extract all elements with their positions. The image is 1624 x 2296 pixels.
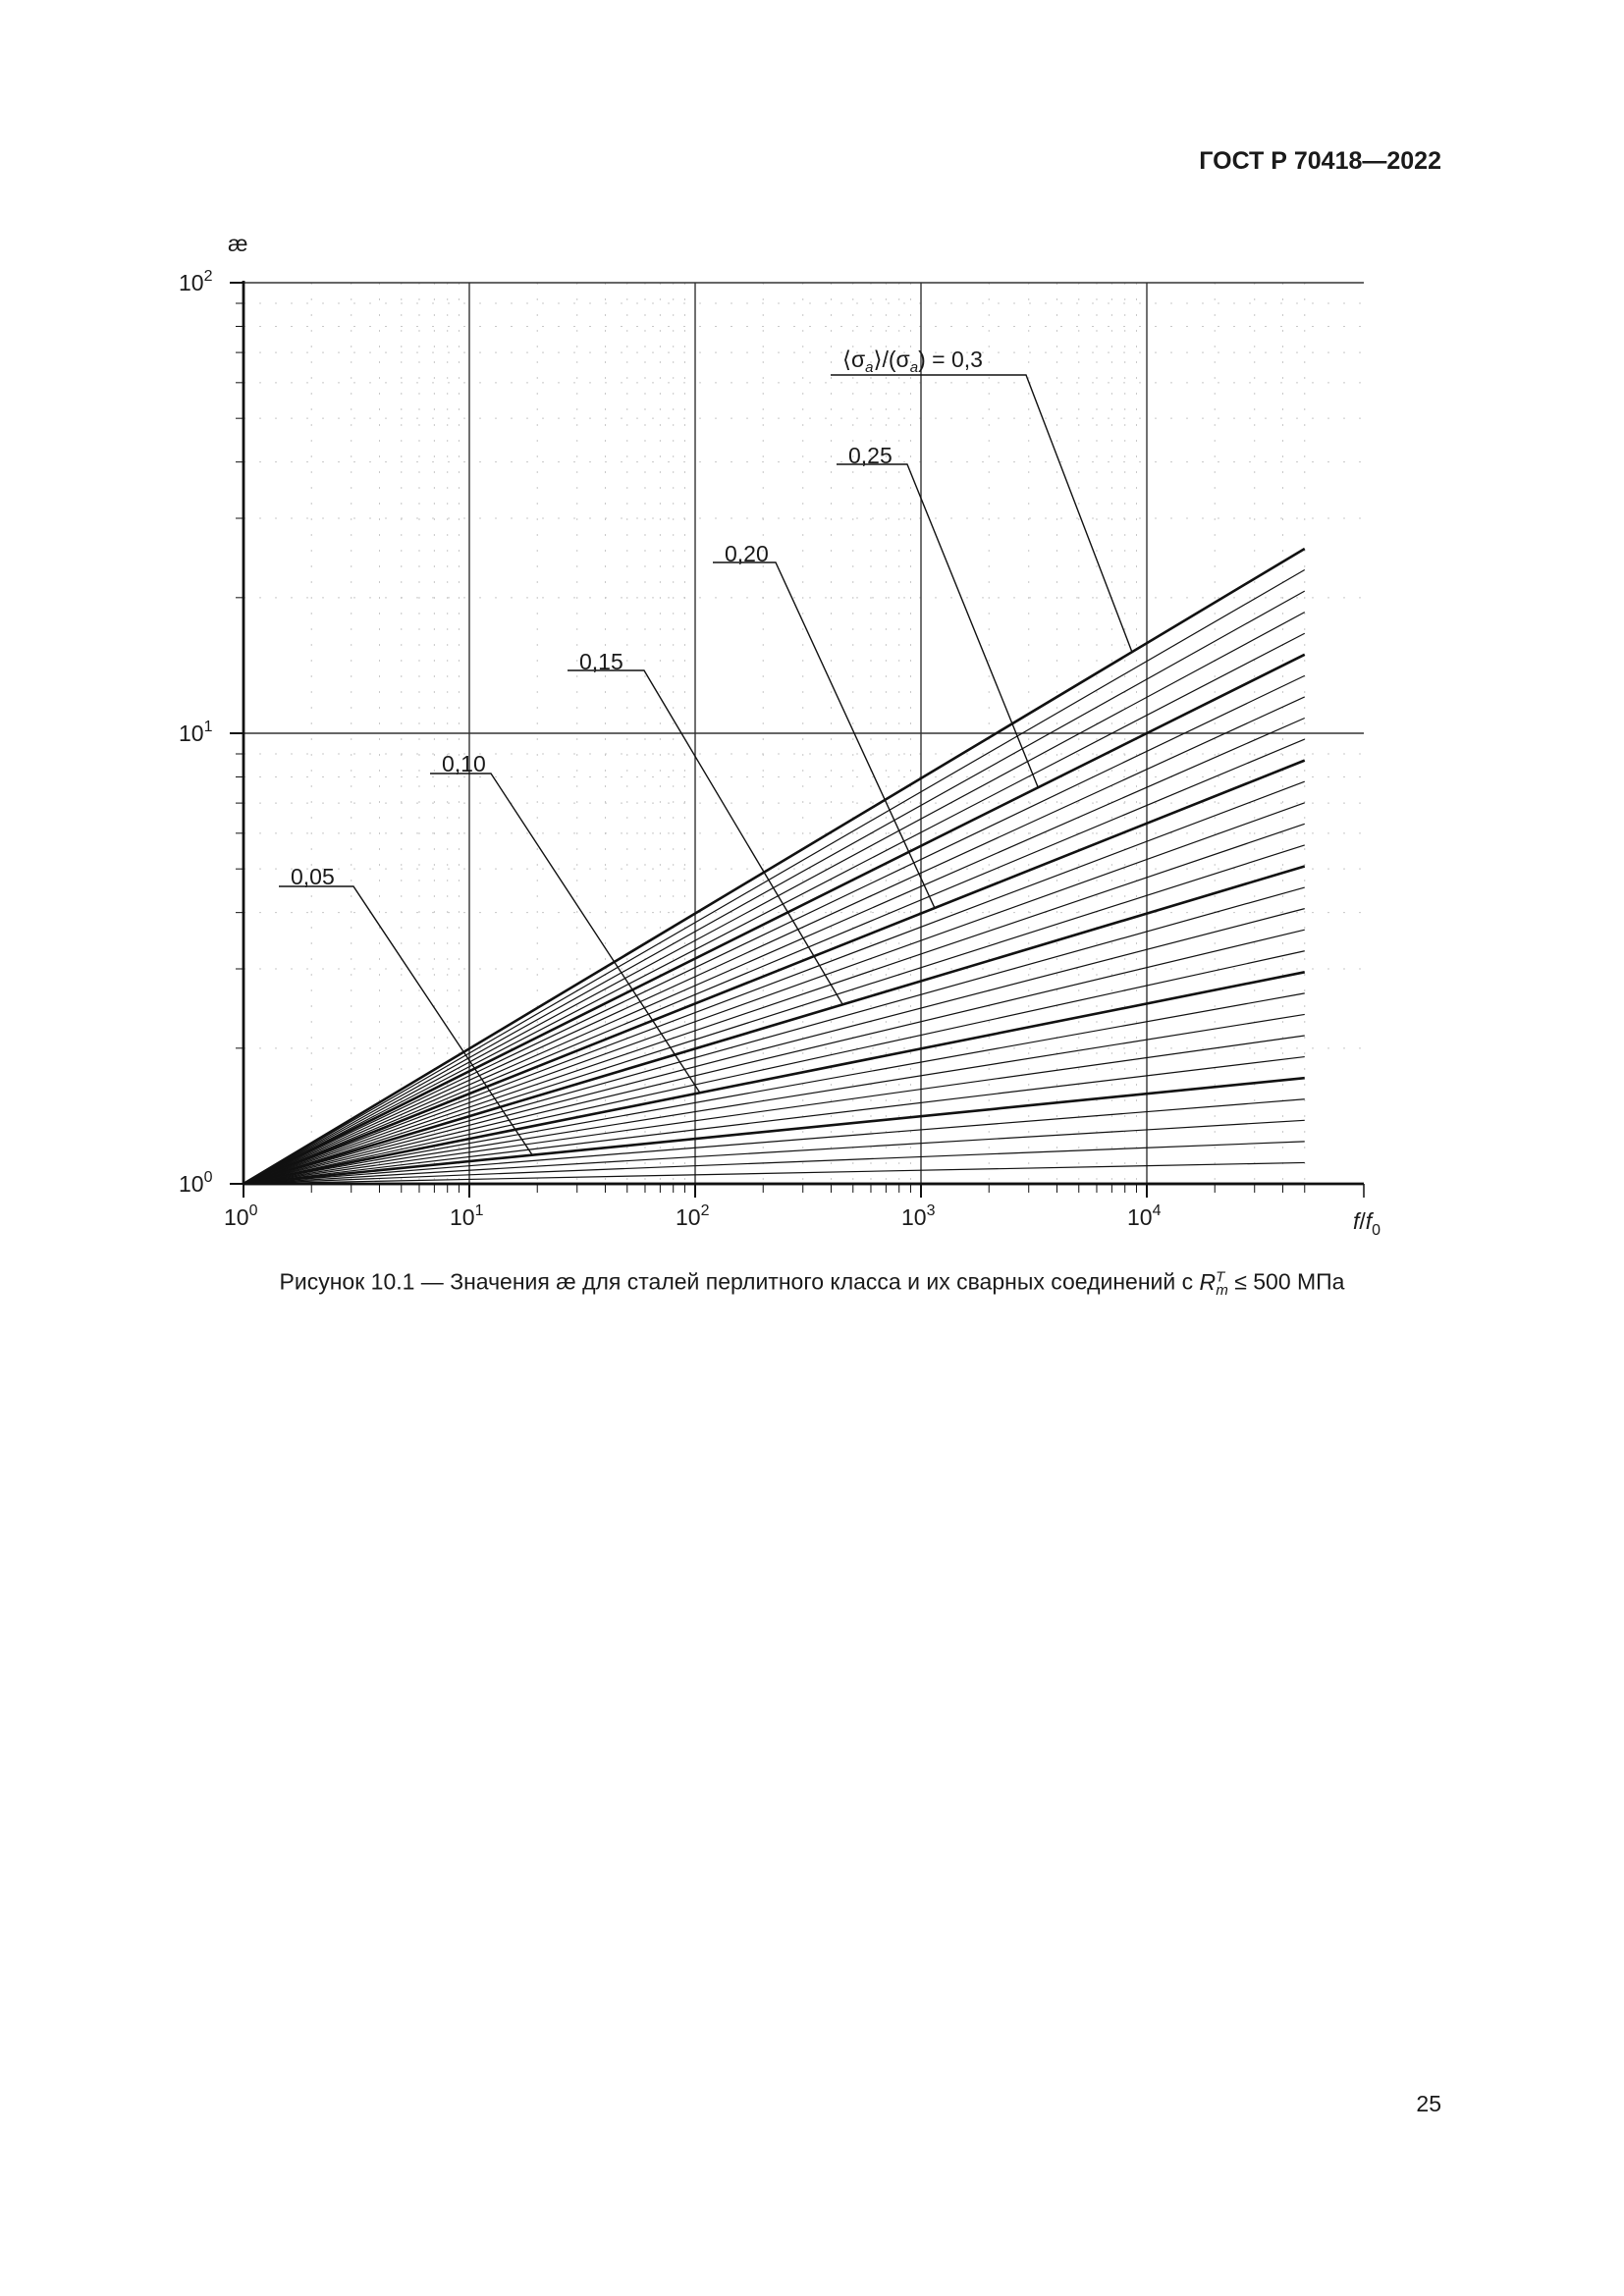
annotation-label-0.20: 0,20: [725, 541, 769, 566]
series-line-r-0.15: [244, 866, 1305, 1184]
series-line-r-0.27: [244, 613, 1305, 1184]
series-line-r-0.29: [244, 570, 1305, 1184]
x-axis-label: $f/f_0$: [1353, 1208, 1381, 1239]
x-tick-label: $10^2$: [676, 1202, 710, 1230]
series-line-r-0.22: [244, 718, 1305, 1184]
series-lines: [244, 549, 1305, 1184]
x-axis-ticks: [224, 1184, 1364, 1230]
series-line-r-0.14: [244, 887, 1305, 1184]
annotation-label-0.30: $⟨\sigma_a⟩/(\sigma_a) = 0,3$: [842, 347, 983, 376]
figure-caption: [0, 1268, 1624, 1299]
series-line-r-0.11: [244, 951, 1305, 1184]
major-grid: [244, 283, 1364, 1184]
caption-prefix: Рисунок 10.1 — Значения æ для сталей перлитного класса и их сварных соединений с: [279, 1268, 1200, 1295]
annotation-leader-0.25: [837, 464, 1038, 787]
caption-suffix: ≤ 500 МПа: [1227, 1268, 1345, 1295]
x-tick-label: $10^1$: [450, 1202, 484, 1230]
series-annotations: [279, 347, 1132, 1155]
series-line-r-0.13: [244, 909, 1305, 1184]
x-tick-label: $10^0$: [224, 1202, 258, 1230]
y-tick-label: $10^1$: [179, 719, 213, 746]
x-tick-label: $10^4$: [1127, 1202, 1162, 1230]
annotation-label-0.15: 0,15: [579, 649, 623, 674]
series-line-r-0.01: [244, 1162, 1305, 1184]
y-axis-label: æ: [228, 231, 248, 256]
y-axis-ticks: [179, 268, 244, 1197]
series-line-r-0.19: [244, 781, 1305, 1184]
y-tick-label: $10^2$: [179, 268, 213, 295]
document-header: ГОСТ Р 70418—2022: [1199, 147, 1441, 175]
page-number: 25: [1416, 2091, 1441, 2116]
series-line-r-0.18: [244, 803, 1305, 1184]
annotation-leader-0.30: [831, 375, 1132, 652]
series-line-r-0.26: [244, 633, 1305, 1184]
series-line-r-0.24: [244, 675, 1305, 1184]
annotation-leader-0.10: [430, 774, 700, 1093]
annotation-label-0.25: 0,25: [848, 443, 893, 468]
series-line-r-0.07: [244, 1036, 1305, 1184]
annotation-leader-0.05: [279, 886, 532, 1155]
series-line-r-0.23: [244, 697, 1305, 1184]
series-line-r-0.05: [244, 1078, 1305, 1184]
annotation-label-0.05: 0,05: [291, 864, 335, 889]
y-tick-label: $10^0$: [179, 1169, 213, 1197]
series-line-r-0.02: [244, 1142, 1305, 1184]
series-line-r-0.04: [244, 1099, 1305, 1184]
x-tick-label: $10^3$: [901, 1202, 936, 1230]
series-line-r-0.12: [244, 930, 1305, 1184]
series-line-r-0.16: [244, 845, 1305, 1184]
annotation-label-0.10: 0,10: [442, 751, 486, 776]
series-line-r-0.08: [244, 1014, 1305, 1184]
axes: [244, 281, 1364, 1184]
caption-symbol: $R^T_m$: [1199, 1268, 1228, 1300]
